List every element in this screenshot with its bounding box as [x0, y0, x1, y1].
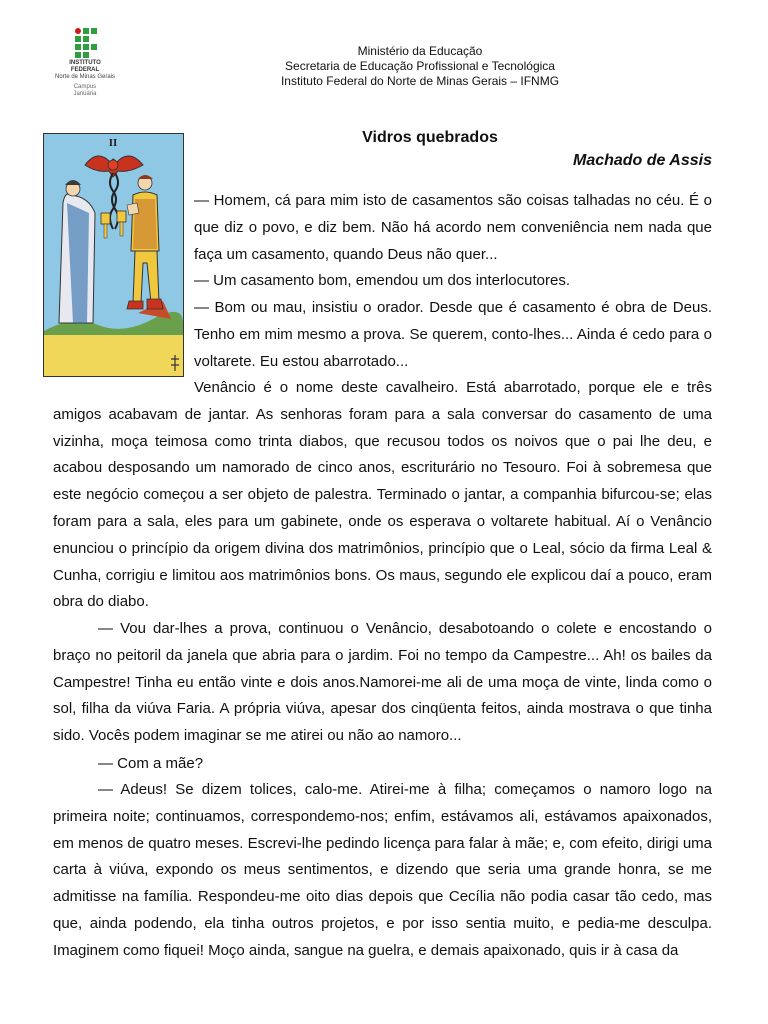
paragraph-1: — Homem, cá para mim isto de casamentos são coisas talhadas no céu. É o que diz o povo, e diz bem. Não há acordo nem conveniência nem nada que faça um casamento, quando Deus não quer... [194, 192, 712, 263]
paragraph-3: — Bom ou mau, insistiu o orador. Desde que é casamento é obra de Deus. Tenho em mim mesmo a prova. Se querem, conto-lhes... Ainda é cedo para o voltarete. Eu estou abarrotado... [194, 299, 712, 370]
paragraph-7: — Adeus! Se dizem tolices, calo-me. Atirei-me à filha; começamos o namoro logo na primeira noite; continuamos, correspondemo-nos; enfim, estávamos ali, estávamos apaixonados, em menos de quatro meses. Escrevi-lhe pedindo licença para falar à mãe; e, com efeito, dirigi uma carta à viúva, expondo os meus sentimentos, e dizendo que seria uma grande honra, se me admitisse na família. Respondeu-me oito dias depois que Cecília não podia casar tão cedo, mas que, ainda podendo, ela tinha outros projetos, e por isso sentia muito, e pedia-me desculpa. Imaginem como fiquei! Moço ainda, sangue na guelra, e demais apaixonado, quis ir à casa da [53, 781, 712, 959]
header-line-institute: Instituto Federal do Norte de Minas Gerais – IFNMG [280, 74, 560, 88]
paragraph-4: Venâncio é o nome deste cavalheiro. Está abarrotado, porque ele e três amigos acabavam de jantar. As senhoras foram para a sala conversar do casamento de uma vizinha, moça teimosa como trinta diabos, que recusou todos os noivos que o pai lhe deu, e acabou desposando um namorado de cinco anos, escriturário no Tesouro. Foi à sobremesa que este negócio começou a ser objeto de palestra. Terminado o jantar, a companhia bifurcou-se; elas foram para a sala, eles para um gabinete, onde os esperava o voltarete habitual. Aí o Venâncio enunciou o princípio da origem divina dos matrimônios, princípio que o Leal, sócio da firma Leal & Cunha, corrigiu e limitou aos matrimônios bons. Os maus, segundo ele explicou daí a pouco, eram obra do diabo. [53, 379, 712, 611]
paragraph-2: — Um casamento bom, emendou um dos interlocutores. [194, 272, 571, 289]
paragraph-5: — Vou dar-lhes a prova, continuou o Venâncio, desabotoando o colete e encostando o braço no peitoril da janela que abria para o jardim. Foi no tempo da Campestre... Ah! os bailes da Campestre! Tinha eu então vinte e dois anos.Namorei-me ali de uma moça de vinte, linda como o sol, filha da viúva Faria. A própria viúva, apesar dos cinqüenta feitos, ainda mostrava o que tinha sido. Vocês podem imaginar se me atirei ou não ao namoro... [53, 620, 712, 745]
logo-campus: Campus Januária [73, 84, 97, 97]
document-title: Vidros quebrados [362, 129, 498, 146]
logo-mark-icon [75, 28, 97, 58]
institution-header [230, 44, 610, 89]
header-line-secretariat: Secretaria de Educação Profissional e Tecnológica [285, 59, 555, 73]
card-numeral: II [108, 137, 118, 149]
document-author: Machado de Assis [572, 152, 712, 169]
paragraph-6: — Com a mãe? [98, 755, 204, 772]
two-of-cups-card-image [43, 133, 184, 377]
logo-subtitle: Norte de Minas Gerais [54, 74, 116, 80]
header-line-ministry: Ministério da Educação [357, 44, 483, 58]
ifnmg-logo [54, 26, 116, 98]
logo-title: INSTITUTO FEDERAL [69, 60, 101, 73]
